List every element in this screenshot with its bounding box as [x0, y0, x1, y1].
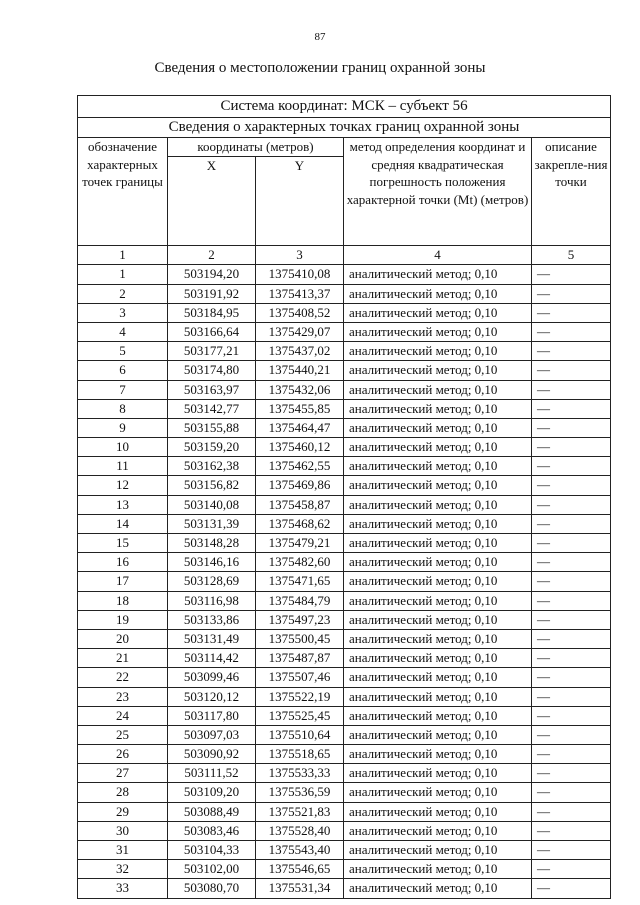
- method-cell: аналитический метод; 0,10: [344, 783, 532, 802]
- coord-x-cell: 503166,64: [168, 322, 256, 341]
- fixing-description-cell: —: [532, 783, 611, 802]
- coord-x-cell: 503114,42: [168, 649, 256, 668]
- column-number: 1: [78, 246, 168, 265]
- method-cell: аналитический метод; 0,10: [344, 879, 532, 898]
- coord-x-cell: 503128,69: [168, 572, 256, 591]
- point-number-cell: 11: [78, 457, 168, 476]
- fixing-description-cell: —: [532, 725, 611, 744]
- table-row: [78, 687, 611, 706]
- table-row: [78, 342, 611, 361]
- table-row: [78, 591, 611, 610]
- table-row: [78, 418, 611, 437]
- boundary-points-table: [77, 95, 611, 899]
- table-row: [78, 783, 611, 802]
- fixing-description-cell: —: [532, 629, 611, 648]
- coord-x-cell: 503111,52: [168, 764, 256, 783]
- coord-y-cell: 1375500,45: [256, 629, 344, 648]
- table-row: [78, 514, 611, 533]
- coord-x-cell: 503184,95: [168, 303, 256, 322]
- fixing-description-cell: —: [532, 322, 611, 341]
- fixing-description-cell: —: [532, 534, 611, 553]
- header-method: метод определения координат и средняя квадратическая погрешность положения характерной точки (Mt) (метров): [344, 138, 532, 246]
- coord-x-cell: 503142,77: [168, 399, 256, 418]
- coord-y-cell: 1375468,62: [256, 514, 344, 533]
- coord-y-cell: 1375458,87: [256, 495, 344, 514]
- coord-y-cell: 1375546,65: [256, 860, 344, 879]
- method-cell: аналитический метод; 0,10: [344, 860, 532, 879]
- point-number-cell: 14: [78, 514, 168, 533]
- fixing-description-cell: —: [532, 495, 611, 514]
- coord-x-cell: 503146,16: [168, 553, 256, 572]
- method-cell: аналитический метод; 0,10: [344, 418, 532, 437]
- method-cell: аналитический метод; 0,10: [344, 610, 532, 629]
- column-number: 3: [256, 246, 344, 265]
- point-number-cell: 21: [78, 649, 168, 668]
- point-number-cell: 25: [78, 725, 168, 744]
- table-row: [78, 380, 611, 399]
- coord-x-cell: 503177,21: [168, 342, 256, 361]
- fixing-description-cell: —: [532, 457, 611, 476]
- method-cell: аналитический метод; 0,10: [344, 438, 532, 457]
- coord-x-cell: 503090,92: [168, 745, 256, 764]
- fixing-description-cell: —: [532, 649, 611, 668]
- coord-y-cell: 1375484,79: [256, 591, 344, 610]
- coord-y-cell: 1375432,06: [256, 380, 344, 399]
- point-number-cell: 29: [78, 802, 168, 821]
- method-cell: аналитический метод; 0,10: [344, 706, 532, 725]
- point-number-cell: 19: [78, 610, 168, 629]
- point-number-cell: 18: [78, 591, 168, 610]
- method-cell: аналитический метод; 0,10: [344, 399, 532, 418]
- fixing-description-cell: —: [532, 591, 611, 610]
- table-subtitle: Сведения о характерных точках границ охранной зоны: [78, 118, 611, 138]
- coord-x-cell: 503104,33: [168, 841, 256, 860]
- coord-y-cell: 1375462,55: [256, 457, 344, 476]
- method-cell: аналитический метод; 0,10: [344, 476, 532, 495]
- header-x: X: [168, 157, 256, 246]
- table-row: [78, 706, 611, 725]
- table-row: [78, 534, 611, 553]
- point-number-cell: 13: [78, 495, 168, 514]
- coord-x-cell: 503117,80: [168, 706, 256, 725]
- coord-x-cell: 503163,97: [168, 380, 256, 399]
- coord-x-cell: 503097,03: [168, 725, 256, 744]
- coord-y-cell: 1375460,12: [256, 438, 344, 457]
- coord-y-cell: 1375437,02: [256, 342, 344, 361]
- coord-y-cell: 1375510,64: [256, 725, 344, 744]
- coord-y-cell: 1375410,08: [256, 265, 344, 284]
- point-number-cell: 17: [78, 572, 168, 591]
- coordinate-system-row: [78, 96, 611, 118]
- method-cell: аналитический метод; 0,10: [344, 629, 532, 648]
- method-cell: аналитический метод; 0,10: [344, 514, 532, 533]
- point-number-cell: 8: [78, 399, 168, 418]
- method-cell: аналитический метод; 0,10: [344, 725, 532, 744]
- fixing-description-cell: —: [532, 821, 611, 840]
- method-cell: аналитический метод; 0,10: [344, 342, 532, 361]
- point-number-cell: 31: [78, 841, 168, 860]
- header-description: описание закрепле-ния точки: [532, 138, 611, 246]
- method-cell: аналитический метод; 0,10: [344, 495, 532, 514]
- point-number-cell: 15: [78, 534, 168, 553]
- method-cell: аналитический метод; 0,10: [344, 668, 532, 687]
- coord-x-cell: 503120,12: [168, 687, 256, 706]
- fixing-description-cell: —: [532, 572, 611, 591]
- fixing-description-cell: —: [532, 668, 611, 687]
- point-number-cell: 12: [78, 476, 168, 495]
- method-cell: аналитический метод; 0,10: [344, 380, 532, 399]
- point-number-cell: 28: [78, 783, 168, 802]
- method-cell: аналитический метод; 0,10: [344, 802, 532, 821]
- fixing-description-cell: —: [532, 687, 611, 706]
- point-number-cell: 4: [78, 322, 168, 341]
- point-number-cell: 1: [78, 265, 168, 284]
- method-cell: аналитический метод; 0,10: [344, 303, 532, 322]
- point-number-cell: 6: [78, 361, 168, 380]
- fixing-description-cell: —: [532, 514, 611, 533]
- coord-x-cell: 503133,86: [168, 610, 256, 629]
- table-row: [78, 668, 611, 687]
- table-row: [78, 399, 611, 418]
- table-row: [78, 725, 611, 744]
- method-cell: аналитический метод; 0,10: [344, 361, 532, 380]
- point-number-cell: 9: [78, 418, 168, 437]
- table-row: [78, 649, 611, 668]
- table-row: [78, 610, 611, 629]
- coord-y-cell: 1375487,87: [256, 649, 344, 668]
- point-number-cell: 20: [78, 629, 168, 648]
- point-number-cell: 7: [78, 380, 168, 399]
- table-row: [78, 361, 611, 380]
- fixing-description-cell: —: [532, 399, 611, 418]
- table-row: [78, 438, 611, 457]
- fixing-description-cell: —: [532, 476, 611, 495]
- header-point: обозначение характерных точек границы: [78, 138, 168, 246]
- method-cell: аналитический метод; 0,10: [344, 591, 532, 610]
- table-row: [78, 572, 611, 591]
- method-cell: аналитический метод; 0,10: [344, 265, 532, 284]
- table-row: [78, 553, 611, 572]
- fixing-description-cell: —: [532, 860, 611, 879]
- point-number-cell: 27: [78, 764, 168, 783]
- coord-y-cell: 1375533,33: [256, 764, 344, 783]
- fixing-description-cell: —: [532, 841, 611, 860]
- column-number: 5: [532, 246, 611, 265]
- header-y: Y: [256, 157, 344, 246]
- coord-x-cell: 503174,80: [168, 361, 256, 380]
- table-row: [78, 802, 611, 821]
- table-row: [78, 303, 611, 322]
- point-number-cell: 33: [78, 879, 168, 898]
- coord-x-cell: 503131,49: [168, 629, 256, 648]
- subtitle-row: [78, 118, 611, 138]
- fixing-description-cell: —: [532, 303, 611, 322]
- fixing-description-cell: —: [532, 745, 611, 764]
- column-number: 4: [344, 246, 532, 265]
- coord-y-cell: 1375471,65: [256, 572, 344, 591]
- coord-x-cell: 503194,20: [168, 265, 256, 284]
- fixing-description-cell: —: [532, 380, 611, 399]
- method-cell: аналитический метод; 0,10: [344, 534, 532, 553]
- fixing-description-cell: —: [532, 342, 611, 361]
- coord-y-cell: 1375469,86: [256, 476, 344, 495]
- coord-y-cell: 1375464,47: [256, 418, 344, 437]
- table-row: [78, 284, 611, 303]
- method-cell: аналитический метод; 0,10: [344, 649, 532, 668]
- fixing-description-cell: —: [532, 764, 611, 783]
- table-row: [78, 821, 611, 840]
- point-number-cell: 5: [78, 342, 168, 361]
- coord-x-cell: 503191,92: [168, 284, 256, 303]
- coord-x-cell: 503109,20: [168, 783, 256, 802]
- coord-y-cell: 1375413,37: [256, 284, 344, 303]
- table-row: [78, 322, 611, 341]
- coord-y-cell: 1375497,23: [256, 610, 344, 629]
- method-cell: аналитический метод; 0,10: [344, 457, 532, 476]
- page-number: 87: [314, 31, 326, 43]
- column-number: 2: [168, 246, 256, 265]
- fixing-description-cell: —: [532, 284, 611, 303]
- coord-y-cell: 1375531,34: [256, 879, 344, 898]
- method-cell: аналитический метод; 0,10: [344, 687, 532, 706]
- fixing-description-cell: —: [532, 265, 611, 284]
- document-title: Сведения о местоположении границ охранной зоны: [154, 60, 486, 76]
- coord-x-cell: 503140,08: [168, 495, 256, 514]
- coord-x-cell: 503148,28: [168, 534, 256, 553]
- coord-x-cell: 503159,20: [168, 438, 256, 457]
- coordinate-system-header: Система координат: МСК – субъект 56: [78, 96, 611, 118]
- table-row: [78, 860, 611, 879]
- point-number-cell: 16: [78, 553, 168, 572]
- fixing-description-cell: —: [532, 361, 611, 380]
- point-number-cell: 23: [78, 687, 168, 706]
- coord-y-cell: 1375518,65: [256, 745, 344, 764]
- method-cell: аналитический метод; 0,10: [344, 841, 532, 860]
- coord-x-cell: 503088,49: [168, 802, 256, 821]
- coord-y-cell: 1375455,85: [256, 399, 344, 418]
- table-row: [78, 495, 611, 514]
- coord-x-cell: 503155,88: [168, 418, 256, 437]
- coord-x-cell: 503083,46: [168, 821, 256, 840]
- header-row: [78, 138, 611, 157]
- point-number-cell: 26: [78, 745, 168, 764]
- coord-y-cell: 1375482,60: [256, 553, 344, 572]
- method-cell: аналитический метод; 0,10: [344, 322, 532, 341]
- fixing-description-cell: —: [532, 706, 611, 725]
- table-row: [78, 476, 611, 495]
- coord-x-cell: 503156,82: [168, 476, 256, 495]
- header-coordinates: координаты (метров): [168, 138, 344, 157]
- table-row: [78, 629, 611, 648]
- point-number-cell: 2: [78, 284, 168, 303]
- table-row: [78, 841, 611, 860]
- table-row: [78, 457, 611, 476]
- coord-y-cell: 1375528,40: [256, 821, 344, 840]
- coord-x-cell: 503080,70: [168, 879, 256, 898]
- method-cell: аналитический метод; 0,10: [344, 572, 532, 591]
- point-number-cell: 24: [78, 706, 168, 725]
- fixing-description-cell: —: [532, 438, 611, 457]
- coord-x-cell: 503116,98: [168, 591, 256, 610]
- method-cell: аналитический метод; 0,10: [344, 284, 532, 303]
- coord-y-cell: 1375479,21: [256, 534, 344, 553]
- coord-y-cell: 1375536,59: [256, 783, 344, 802]
- point-number-cell: 3: [78, 303, 168, 322]
- fixing-description-cell: —: [532, 610, 611, 629]
- coord-y-cell: 1375522,19: [256, 687, 344, 706]
- point-number-cell: 30: [78, 821, 168, 840]
- table-row: [78, 879, 611, 898]
- method-cell: аналитический метод; 0,10: [344, 821, 532, 840]
- table-row: [78, 764, 611, 783]
- coord-x-cell: 503162,38: [168, 457, 256, 476]
- coord-y-cell: 1375429,07: [256, 322, 344, 341]
- fixing-description-cell: —: [532, 418, 611, 437]
- column-numbers-row: [78, 246, 611, 265]
- method-cell: аналитический метод; 0,10: [344, 745, 532, 764]
- fixing-description-cell: —: [532, 553, 611, 572]
- coord-y-cell: 1375408,52: [256, 303, 344, 322]
- coord-x-cell: 503131,39: [168, 514, 256, 533]
- coord-y-cell: 1375440,21: [256, 361, 344, 380]
- coord-y-cell: 1375543,40: [256, 841, 344, 860]
- coord-y-cell: 1375525,45: [256, 706, 344, 725]
- point-number-cell: 32: [78, 860, 168, 879]
- coord-y-cell: 1375507,46: [256, 668, 344, 687]
- coord-x-cell: 503102,00: [168, 860, 256, 879]
- method-cell: аналитический метод; 0,10: [344, 764, 532, 783]
- coord-x-cell: 503099,46: [168, 668, 256, 687]
- point-number-cell: 10: [78, 438, 168, 457]
- fixing-description-cell: —: [532, 802, 611, 821]
- coord-y-cell: 1375521,83: [256, 802, 344, 821]
- table-row: [78, 745, 611, 764]
- method-cell: аналитический метод; 0,10: [344, 553, 532, 572]
- fixing-description-cell: —: [532, 879, 611, 898]
- point-number-cell: 22: [78, 668, 168, 687]
- table-row: [78, 265, 611, 284]
